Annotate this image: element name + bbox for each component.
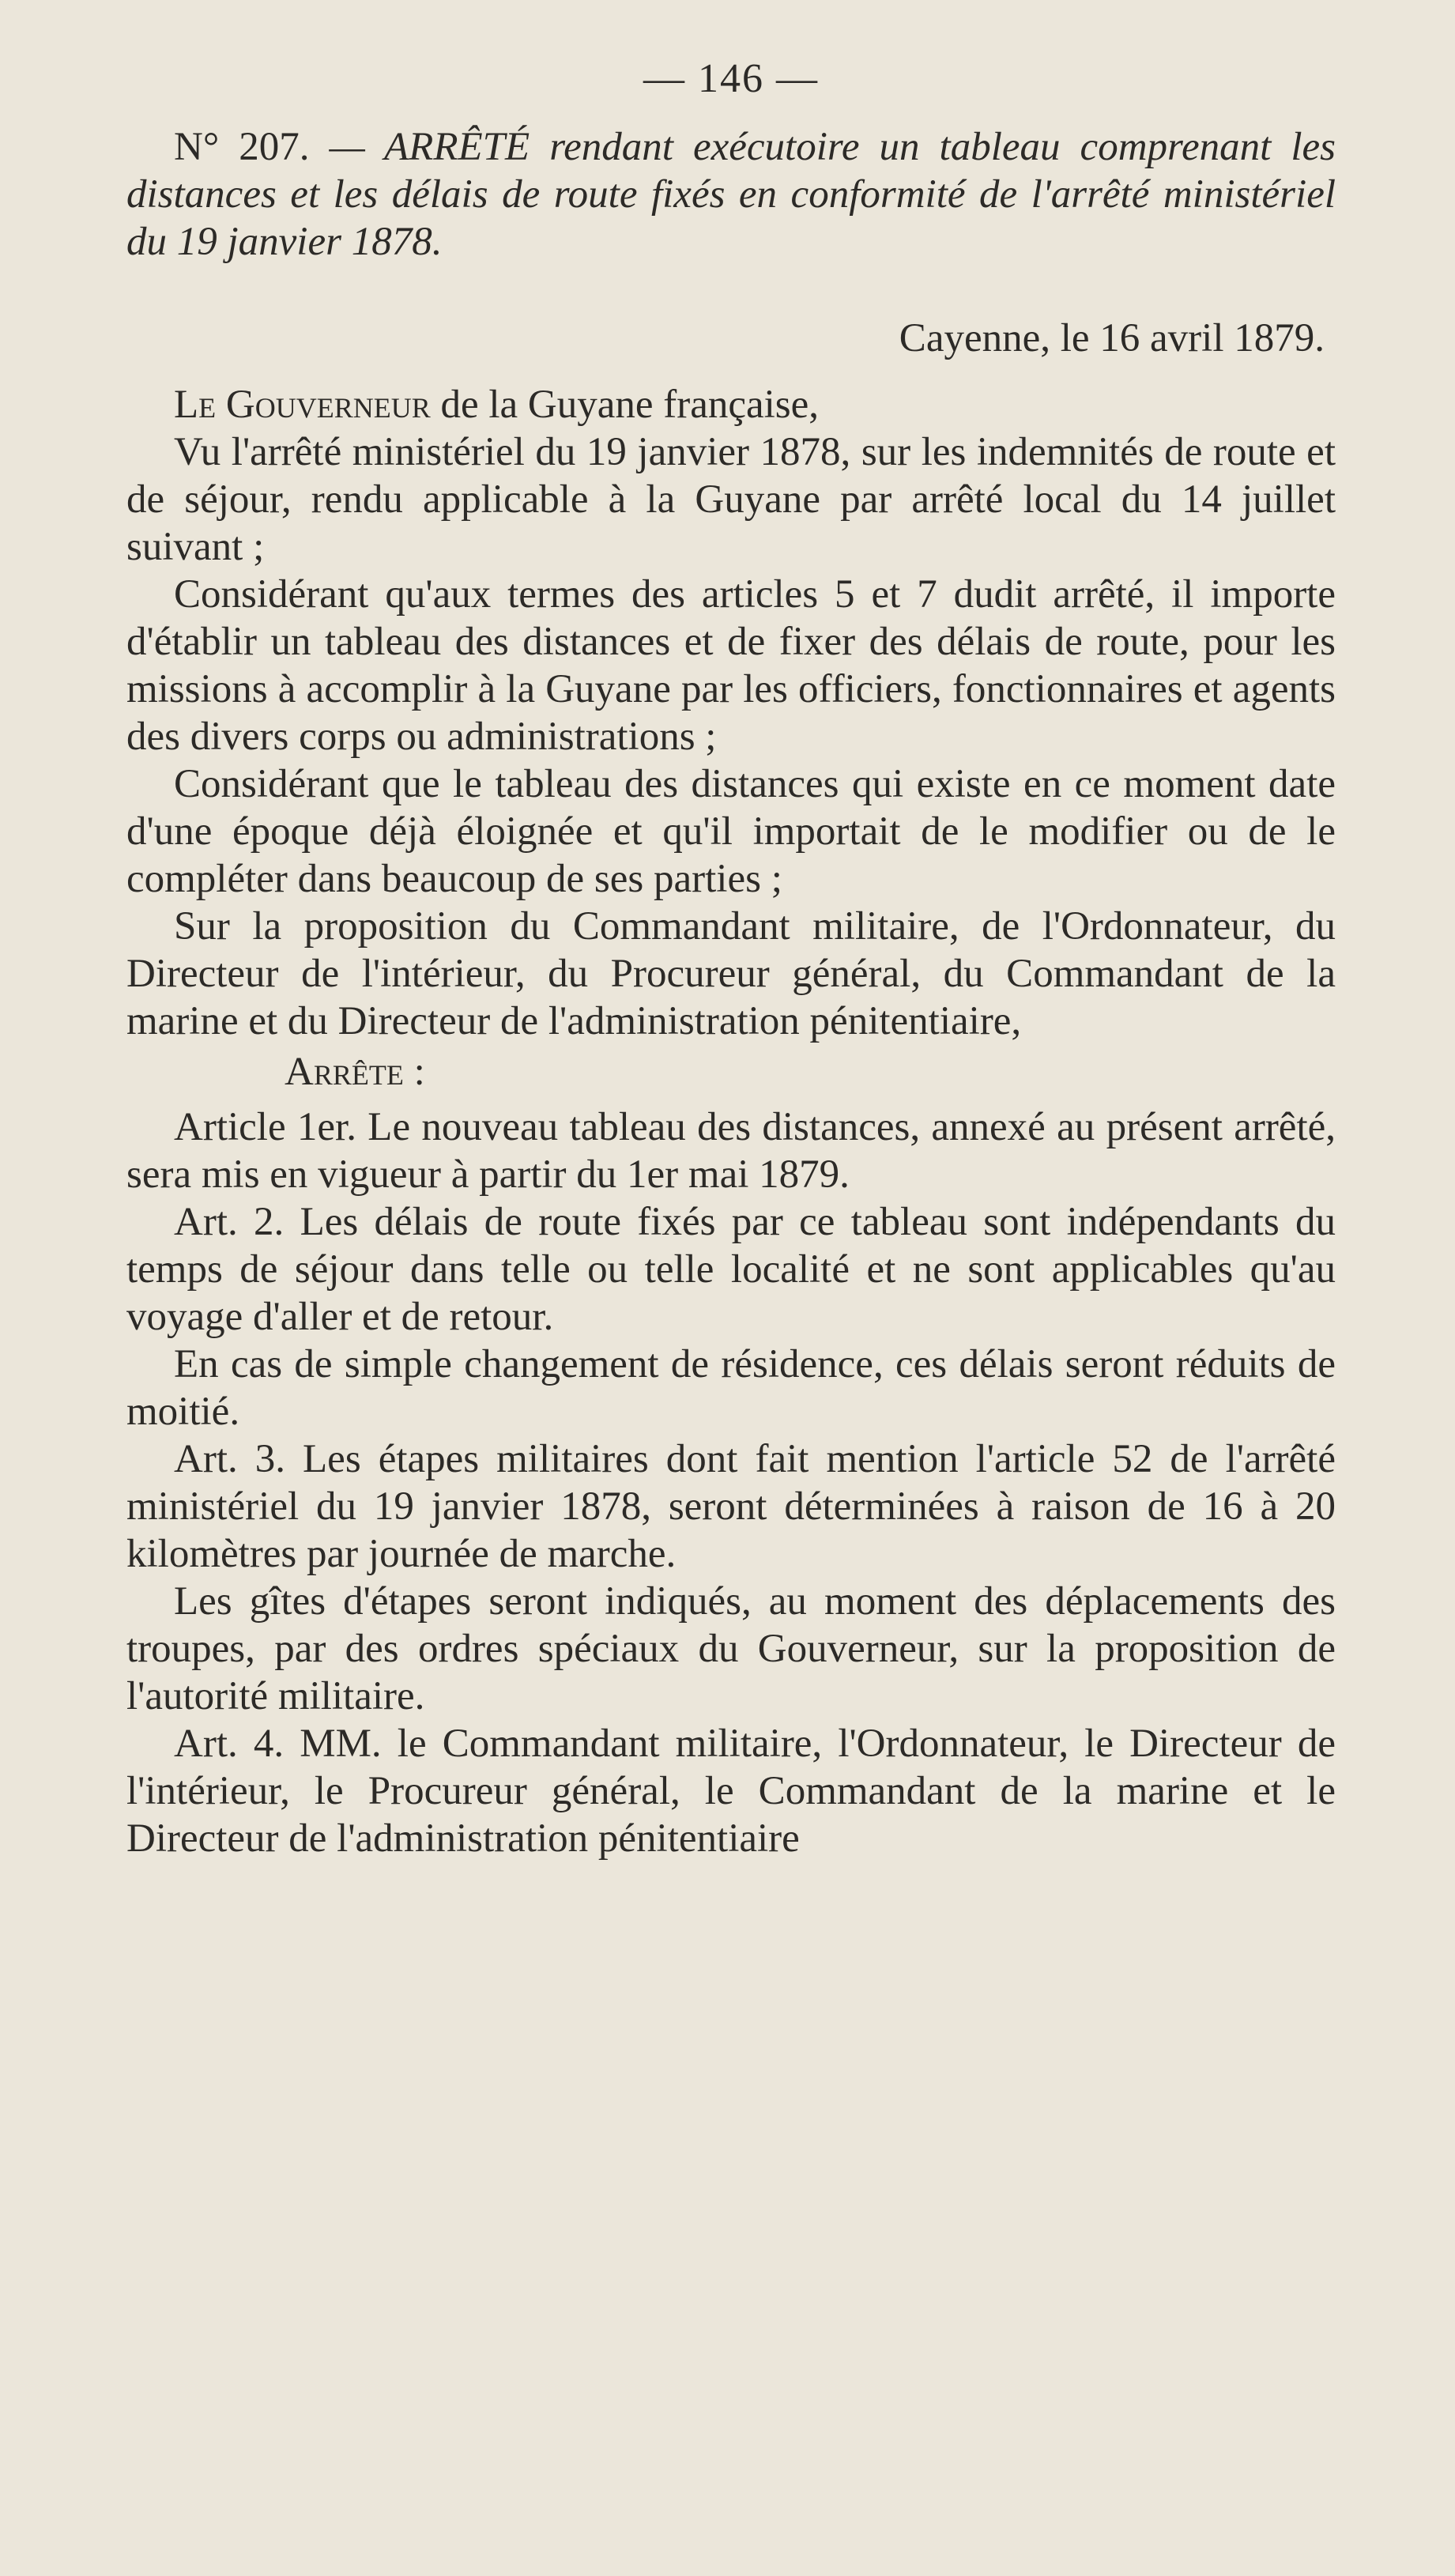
article-2-continuation: En cas de simple changement de résidence, ces délais seront réduits de moitié. (126, 1342, 1336, 1434)
decree-number: N° 207. (174, 125, 310, 169)
paragraph-considerant-2: Considérant que le tableau des distances qui existe en ce moment date d'une époque déjà éloignée et qu'il importait de le modifier ou de le compléter dans beaucoup de ses parties ; (126, 762, 1336, 901)
paragraph-sur-proposition: Sur la proposition du Commandant militaire, de l'Ordonnateur, du Directeur de l'intérieur, du Procureur général, du Commandant de la marine et du Directeur de l'administration pénitentiaire, (126, 904, 1336, 1043)
arrete-heading: Arrête : (285, 1050, 425, 1094)
text-body (126, 55, 1336, 1862)
decree-title (126, 123, 1336, 266)
authority-lead: Le Gouverneur (174, 383, 431, 427)
paragraph-considerant-1: Considérant qu'aux termes des articles 5 et 7 dudit arrêté, il importe d'établir un tableau des distances et de fixer des délais de route, pour les missions à accomplir à la Guyane par les officiers, fonctionnaires et agents des divers corps ou administrations ; (126, 572, 1336, 759)
article-2: Art. 2. Les délais de route fixés par ce tableau sont indépendants du temps de séjour dans telle ou telle localité et ne sont applicables qu'au voyage d'aller et de retour. (126, 1200, 1336, 1339)
article-1: Article 1er. Le nouveau tableau des distances, annexé au présent arrêté, sera mis en vigueur à partir du 1er mai 1879. (126, 1105, 1336, 1197)
dateline: Cayenne, le 16 avril 1879. (899, 316, 1325, 360)
page-number: — 146 — (643, 56, 819, 101)
decree-title-text: — ARRÊTÉ rendant exécutoire un tableau comprenant les distances et les délais de route fixés en conformité de l'arrêté ministériel du 19 janvier 1878. (126, 125, 1336, 264)
authority-line (126, 381, 1336, 428)
article-3-continuation: Les gîtes d'étapes seront indiqués, au moment des déplacements des troupes, par des ordres spéciaux du Gouverneur, sur la proposition de l'autorité militaire. (126, 1579, 1336, 1718)
authority-rest: de la Guyane française, (430, 383, 820, 427)
paragraph-vu: Vu l'arrêté ministériel du 19 janvier 1878, sur les indemnités de route et de séjour, rendu applicable à la Guyane par arrêté local du 14 juillet suivant ; (126, 430, 1336, 569)
article-3: Art. 3. Les étapes militaires dont fait mention l'article 52 de l'arrêté ministériel du 19 janvier 1878, seront déterminées à raison de 16 à 20 kilomètres par journée de marche. (126, 1437, 1336, 1576)
article-4: Art. 4. MM. le Commandant militaire, l'Ordonnateur, le Directeur de l'intérieur, le Procureur général, le Commandant de la marine et le Directeur de l'administration pénitentiaire (126, 1722, 1336, 1861)
